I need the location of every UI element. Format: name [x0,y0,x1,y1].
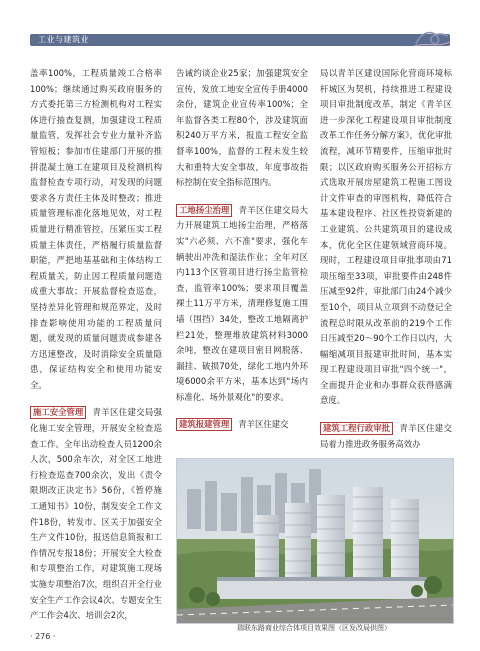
header-band [30,34,450,46]
project-rendering-image [176,458,454,624]
section-heading: 工地扬尘治理 [176,204,232,217]
page-number: · 276 · [30,632,56,641]
rendering-illustration [177,459,453,623]
body-paragraph: 盖率100%，工程质量竣工合格率100%；继续通过购买政府服务的方式委托第三方检测机构对工程实体进行抽查复测，加强建设工程质量监管，发挥社会专业力量补齐监管短板；参加市住建部门开展的推拼混凝土施工在建项目及检测机构监督检查专项行动，对发现的问题要求各方责任主体及时整改；推进质量管理标准化落地见效，对工程质量进行精准管控，压紧压实工程质量主体责任，严格履行质量监督职能，严把地基基础和主体结构工程质量关，防止因工程质量问题造成重大事故；开展监督检查巡查，坚持差异化管理和规范界定，及时排查影响使用功能的工程质量问题，就发现的质量问题责成参建各方迅速整改，及时消除安全质量隐患，保证结构安全和使用功能安全。 [30,68,162,390]
swirl-ornament-icon [412,26,452,50]
section-text: 青羊区住建交局大力开展建筑工地扬尘治理，严格落实"六必须、六不准"要求，强化车辆驶出冲洗和湿法作业；全年对区内113个区管项目进行扬尘监管检查，监管率100%；要求项目覆盖裸土11万平方米，清理修复施工围墙（围挡）34处，整改工地隔离护栏21处，整理堆放建筑材料3000余吨，整改在建项目密目网脱落、漏挂、破损70处，绿化工地内外环境6000余平方米，基本达到"场内标准化、场外景观化"的要求。 [176,204,308,402]
section-text: 青羊区住建交局强化施工安全管理，开展安全检查巡查工作。全年出动检查人员1200余人次，500余车次，对全区工地进行检查巡查700余次，发出《责令限期改正决定书》56份，《暂停施工通知书》10份，制发安全工作文件18份，转发市、区关于加强安全生产文件10份，报送信息简报和工作情况专报18份；开展安全大检查和专项整治工作，对建筑施工现场实施专项整治7次，组织召开全行业安全生产工作会议4次、专题安全生产工作会4次、培训会2次， [30,407,162,621]
image-caption: 瑞联东路商业综合体项目效果图（区发改局供图） [237,624,391,632]
section-text: 青羊区住建交局着力推进政务服务高效办 [320,423,452,449]
page-header [0,0,480,52]
section-paragraph [320,421,452,452]
column-1 [30,66,162,624]
column-2 [176,66,308,433]
body-paragraph: 告诫约谈企业25家；加强建筑安全宣传，发放工地安全宣传手册4000余份，建筑企业宣传率100%；全年监督各类工程80个，涉及建筑面积240万平方米，报监工程安全监督率100%，监督的工程未发生较大和重特大安全事故，年度事故指标控制在安全指标范围内。 [176,68,308,188]
section-heading: 施工安全管理 [30,406,86,419]
section-heading: 建筑工程行政审批 [320,422,393,435]
section-heading: 建筑报建管理 [176,418,232,431]
section-paragraph [30,405,162,623]
section-text: 青羊区住建交 [238,419,289,430]
section-paragraph [176,203,308,406]
section-paragraph [176,417,308,433]
section-running-title: 工业与建筑业 [38,35,89,44]
column-3 [320,66,452,452]
body-paragraph: 局以青羊区建设国际化营商环境标杆城区为契机，持续推进工程建设项目审批制度改革，制定《青羊区进一步深化工程建设项目审批制度改革工作任务分解方案》，优化审批流程，减环节精要件，压缩审批时限；以区政府购买服务公开招标方式选取开展房屋建筑工程施工图设计文件审查的审图机构，降低符合基本建设程序、社区性投资新建的工业建筑、公共建筑项目的建设成本，优化全区住建领域营商环境。现时，工程建设项目审批事项由71项压缩至33项，审批要件由248件压减至92件，审批部门由24个减少至10个，项目从立项到不动登记全流程总时限从改革前的219个工作日压减至20～90个工作日以内，大幅缩减项目报建审批时间，基本实现工程建设项目审批"四个统一"，全面提升企业和办事群众获得感满意度。 [320,68,452,406]
